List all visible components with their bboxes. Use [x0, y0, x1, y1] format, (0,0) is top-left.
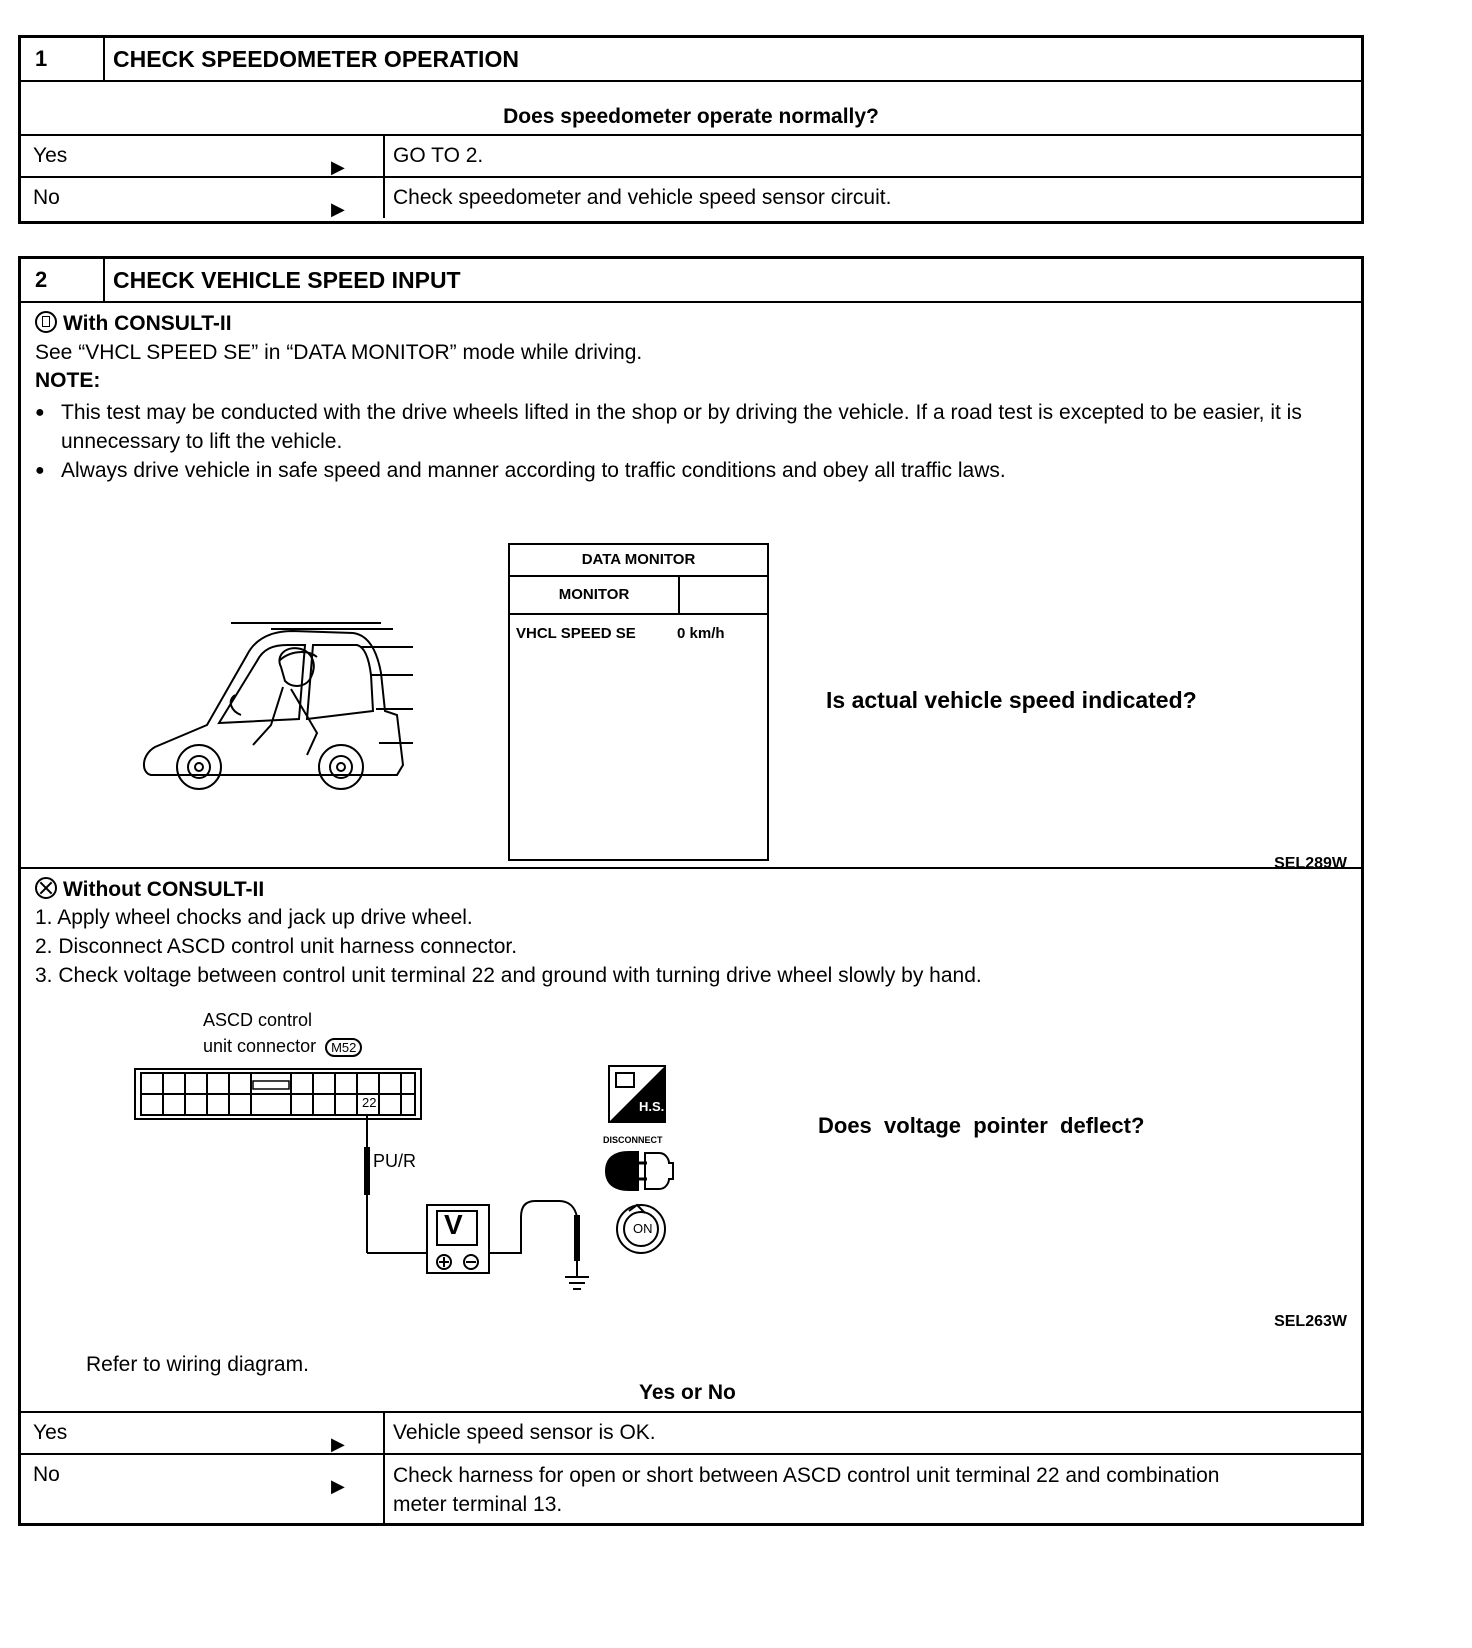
data-monitor-screen: [508, 543, 769, 861]
arrow-icon: ▶: [331, 199, 345, 219]
step-1-question: Does speedometer operate normally?: [21, 82, 1361, 136]
monitor-row: [510, 615, 767, 655]
monitor-title: DATA MONITOR: [510, 545, 767, 577]
yes-or-no-question: Yes or No: [639, 1381, 736, 1404]
consult-icon: [35, 311, 57, 333]
answer-text: GO TO 2.: [393, 144, 484, 167]
answer-text: Check speedometer and vehicle speed sensor circuit.: [393, 186, 892, 209]
note-label: NOTE:: [35, 369, 101, 392]
note-item: ● This test may be conducted with the drive wheels lifted in the shop or by driving the vehicle. If a road test is excepted to be easier, it is unnecessary to lift the vehicle.: [35, 398, 1355, 456]
answer-text: Check harness for open or short between ASCD control unit terminal 22 and combination meter terminal 13.: [393, 1464, 1220, 1516]
with-consult-instruction: See “VHCL SPEED SE” in “DATA MONITOR” mode while driving.: [35, 341, 643, 364]
note-item: ● Always drive vehicle in safe speed and manner according to traffic conditions and obey all traffic laws.: [35, 456, 1355, 485]
connector-label: unit connector: [203, 1036, 317, 1056]
without-consult-question: Does voltage pointer deflect?: [818, 1113, 1145, 1138]
figure-ref: SEL263W: [1274, 1313, 1347, 1330]
arrow-icon: ▶: [331, 1476, 345, 1496]
answer-label: No: [33, 1463, 60, 1486]
procedure-step: 1. Apply wheel chocks and jack up drive wheel.: [35, 906, 473, 929]
disconnect-label: DISCONNECT: [603, 1135, 663, 1145]
step-title: CHECK VEHICLE SPEED INPUT: [113, 266, 461, 293]
monitor-header: MONITOR: [510, 577, 680, 613]
step-1-box: [18, 35, 1364, 224]
step-number: 1: [21, 38, 105, 80]
without-consult-section: [21, 869, 1361, 1413]
answer-label: Yes: [33, 144, 68, 167]
wire-color-label: PU/R: [373, 1151, 417, 1171]
with-consult-question: Is actual vehicle speed indicated?: [826, 687, 1197, 713]
car-driver-illustration: [121, 615, 421, 805]
wiring-diagram-ref: Refer to wiring diagram.: [86, 1353, 309, 1376]
step-2-box: [18, 256, 1364, 1526]
monitor-value: 0 km/h: [677, 625, 725, 642]
step-1-header: [21, 38, 1361, 82]
disconnect-icon: [603, 1149, 675, 1193]
hs-icon: [608, 1065, 666, 1123]
connector-label: ASCD control: [203, 1010, 313, 1030]
step-number: 2: [21, 259, 105, 301]
procedure-step: 3. Check voltage between control unit terminal 22 and ground with turning drive wheel slowly by hand.: [35, 964, 982, 987]
arrow-icon: ▶: [331, 1434, 345, 1454]
with-consult-heading: With CONSULT-II: [63, 312, 232, 335]
bullet-icon: ●: [35, 404, 45, 421]
step-2-answer-no: [21, 1455, 1361, 1525]
without-consult-heading: Without CONSULT-II: [63, 878, 265, 901]
procedure-step: 2. Disconnect ASCD control unit harness connector.: [35, 935, 518, 958]
arrow-icon: ▶: [331, 157, 345, 177]
connector-id-badge: M52: [325, 1038, 362, 1057]
answer-text: Vehicle speed sensor is OK.: [393, 1421, 656, 1444]
answer-label: No: [33, 186, 60, 209]
with-consult-section: [21, 303, 1361, 872]
step-2-header: [21, 259, 1361, 303]
hs-label: H.S.: [639, 1099, 665, 1114]
terminal-number: 22: [362, 1095, 377, 1110]
answer-label: Yes: [33, 1421, 68, 1444]
ignition-on-label: ON: [633, 1221, 653, 1236]
voltmeter-label: V: [444, 1209, 463, 1240]
step-1-answer-no: [21, 178, 1361, 218]
monitor-item: VHCL SPEED SE: [516, 625, 636, 642]
step-1-answer-yes: [21, 136, 1361, 178]
no-consult-icon: [35, 877, 57, 899]
bullet-icon: ●: [35, 462, 45, 479]
figure-ref: SEL289W: [1274, 855, 1347, 872]
step-title: CHECK SPEEDOMETER OPERATION: [113, 45, 519, 72]
step-2-answer-yes: [21, 1413, 1361, 1455]
